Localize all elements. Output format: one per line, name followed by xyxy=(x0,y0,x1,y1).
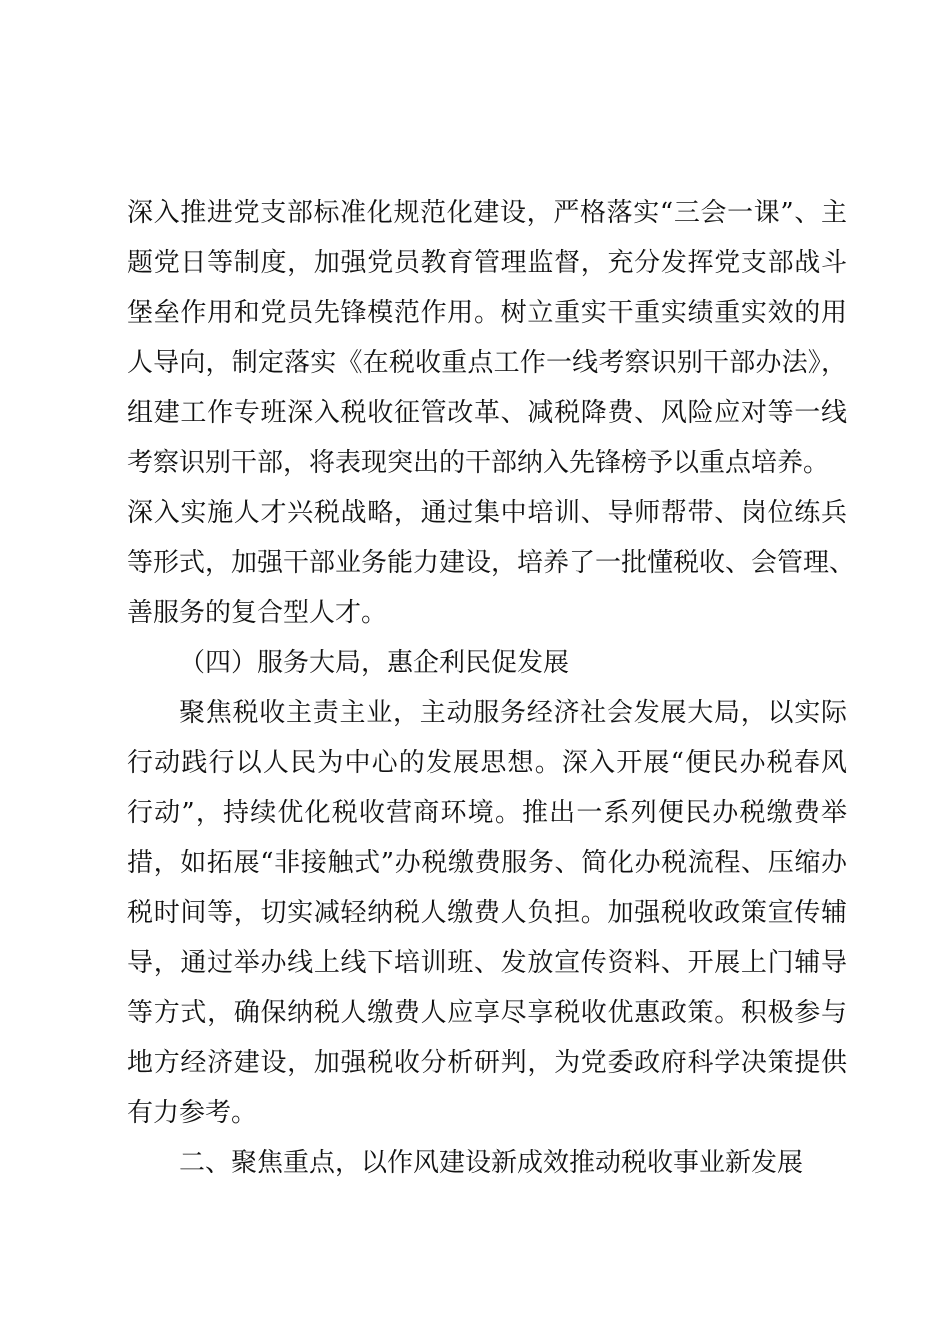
section-heading: 二、聚焦重点，以作风建设新成效推动税收事业新发展 xyxy=(179,1148,804,1178)
paragraph-line: 有力参考。 xyxy=(127,1098,258,1128)
paragraph-line: 行动践行以人民为中心的发展思想。深入开展“便民办税春风 xyxy=(127,748,847,778)
paragraph-line: 考察识别干部，将表现突出的干部纳入先锋榜予以重点培养。 xyxy=(127,448,830,478)
paragraph-line: 等方式，确保纳税人缴费人应享尽享税收优惠政策。积极参与 xyxy=(127,998,847,1028)
paragraph-line: 深入实施人才兴税战略，通过集中培训、导师帮带、岗位练兵 xyxy=(127,498,847,528)
paragraph-line: 税时间等，切实减轻纳税人缴费人负担。加强税收政策宣传辅 xyxy=(127,898,847,928)
paragraph-line: 地方经济建设，加强税收分析研判，为党委政府科学决策提供 xyxy=(127,1048,847,1078)
paragraph-line: 等形式，加强干部业务能力建设，培养了一批懂税收、会管理、 xyxy=(127,548,856,578)
section-subheading: （四）服务大局，惠企利民促发展 xyxy=(179,648,570,678)
paragraph-line: 导，通过举办线上线下培训班、发放宣传资料、开展上门辅导 xyxy=(127,948,847,978)
paragraph-line: 人导向，制定落实《在税收重点工作一线考察识别干部办法》， xyxy=(127,348,847,378)
paragraph-line: 聚焦税收主责主业，主动服务经济社会发展大局，以实际 xyxy=(179,698,847,728)
paragraph-line: 善服务的复合型人才。 xyxy=(127,598,388,628)
paragraph-line: 堡垒作用和党员先锋模范作用。树立重实干重实绩重实效的用 xyxy=(127,298,847,328)
paragraph-line: 组建工作专班深入税收征管改革、减税降费、风险应对等一线 xyxy=(127,398,847,428)
paragraph-line: 措，如拓展“非接触式”办税缴费服务、简化办税流程、压缩办 xyxy=(127,848,847,878)
paragraph-line: 行动”，持续优化税收营商环境。推出一系列便民办税缴费举 xyxy=(127,798,847,828)
paragraph-line: 题党日等制度，加强党员教育管理监督，充分发挥党支部战斗 xyxy=(127,248,847,278)
paragraph-line: 深入推进党支部标准化规范化建设，严格落实“三会一课”、主 xyxy=(127,198,847,228)
